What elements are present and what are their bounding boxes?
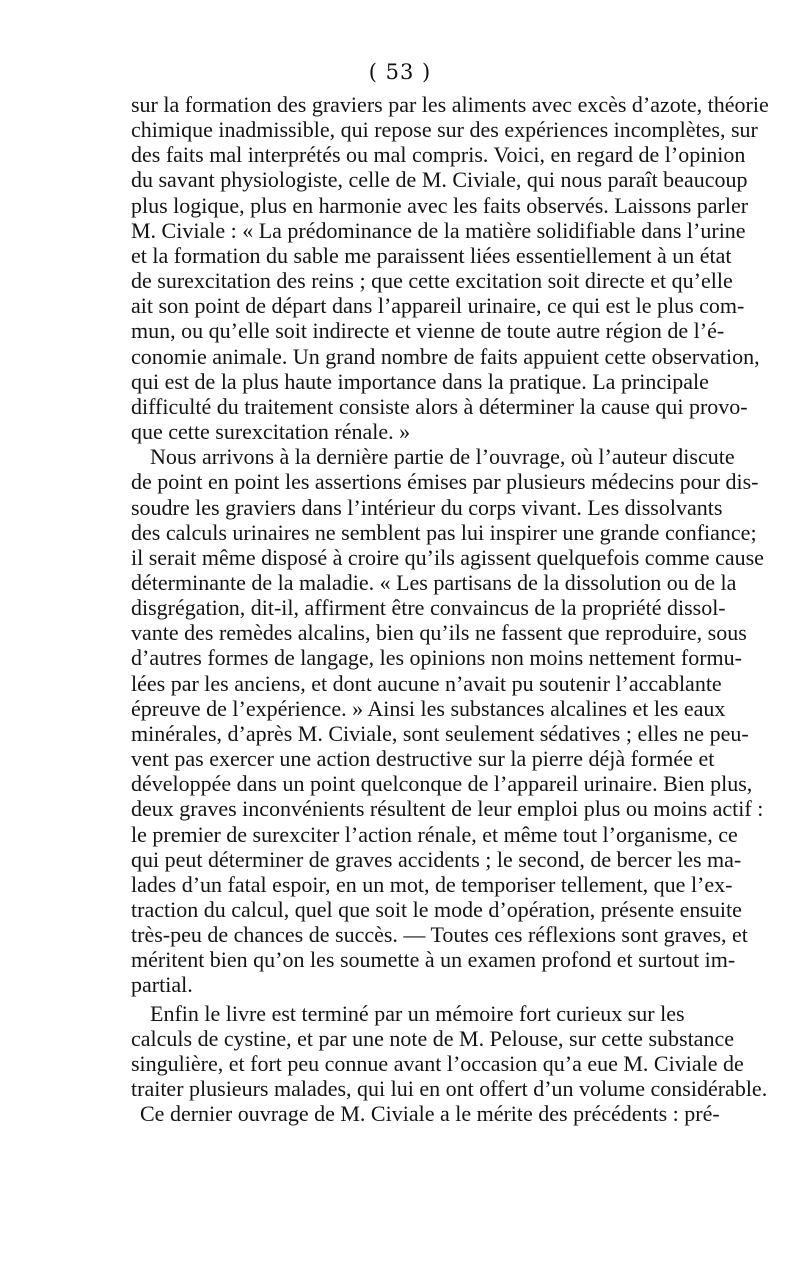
text-line: M. Civiale : « La prédominance de la matière solidifiable dans l’urine: [131, 217, 746, 243]
text-line: traiter plusieurs malades, qui lui en ont offert d’un volume considérable.: [131, 1076, 768, 1102]
text-line: épreuve de l’expérience. » Ainsi les substances alcalines et les eaux: [131, 695, 726, 721]
text-line: calculs de cystine, et par une note de M. Pelouse, sur cette substance: [131, 1025, 734, 1051]
text-line: sur la formation des graviers par les aliments avec excès d’azote, théorie: [131, 92, 769, 117]
text-line: que cette surexcitation rénale. »: [131, 419, 411, 445]
text-line: qui peut déterminer de graves accidents ; le second, de bercer les ma-: [131, 846, 742, 872]
text-line: des faits mal interprétés ou mal compris. Voici, en regard de l’opinion: [131, 142, 746, 168]
text-line: déterminante de la maladie. « Les partisans de la dissolution ou de la: [131, 569, 737, 595]
text-line: développée dans un point quelconque de l’appareil urinaire. Bien plus,: [131, 771, 753, 797]
text-line: traction du calcul, quel que soit le mode d’opération, présente ensuite: [131, 897, 742, 922]
text-line: ait son point de départ dans l’appareil urinaire, ce qui est le plus com-: [131, 293, 745, 319]
text-line: deux graves inconvénients résultent de leur emploi plus ou moins actif :: [131, 796, 764, 822]
text-line: vante des remèdes alcalins, bien qu’ils ne fassent que reproduire, sous: [131, 620, 747, 646]
text-line: très-peu de chances de succès. — Toutes ces réflexions sont graves, et: [131, 922, 748, 948]
page-number: ( 53 ): [368, 60, 432, 84]
text-line: le premier de surexciter l’action rénale, et même tout l’organisme, ce: [131, 821, 738, 847]
text-line: lées par les anciens, et dont aucune n’avait pu soutenir l’accablante: [131, 670, 722, 696]
text-line: et la formation du sable me paraissent liées essentiellement à un état: [131, 242, 732, 268]
text-line: d’autres formes de langage, les opinions non moins nettement formu-: [131, 645, 742, 671]
text-line: de point en point les assertions émises par plusieurs médecins pour dis-: [131, 469, 759, 495]
text-line: mun, ou qu’elle soit indirecte et vienne de toute autre région de l’é-: [131, 318, 725, 344]
text-line: chimique inadmissible, qui repose sur des expériences incomplètes, sur: [131, 117, 758, 143]
text-line: Ce dernier ouvrage de M. Civiale a le mérite des précédents : pré-: [140, 1101, 720, 1127]
text-line: difficulté du traitement consiste alors à déterminer la cause qui provo-: [131, 393, 748, 419]
text-line: Nous arrivons à la dernière partie de l’ouvrage, où l’auteur discute: [150, 444, 735, 470]
text-line: qui est de la plus haute importance dans la pratique. La principale: [131, 368, 709, 394]
text-line: singulière, et fort peu connue avant l’occasion qu’a eue M. Civiale de: [131, 1050, 744, 1076]
text-line: partial.: [131, 972, 193, 998]
paragraph: [131, 444, 764, 998]
text-line: de surexcitation des reins ; que cette excitation soit directe et qu’elle: [131, 268, 733, 294]
text-line: des calculs urinaires ne semblent pas lui inspirer une grande confiance;: [131, 519, 757, 545]
paragraph: [131, 92, 769, 445]
text-line: méritent bien qu’on les soumette à un examen profond et surtout im-: [131, 947, 736, 973]
text-line: conomie animale. Un grand nombre de faits appuient cette observation,: [131, 343, 760, 369]
text-line: il serait même disposé à croire qu’ils agissent quelquefois comme cause: [131, 544, 764, 570]
text-line: soudre les graviers dans l’intérieur du corps vivant. Les dissolvants: [131, 494, 723, 520]
body-text: [131, 92, 769, 1127]
text-line: Enfin le livre est terminé par un mémoire fort curieux sur les: [150, 1000, 685, 1026]
text-line: disgrégation, dit-il, affirment être convaincus de la propriété dissol-: [131, 595, 726, 621]
text-line: lades d’un fatal espoir, en un mot, de temporiser tellement, que l’ex-: [131, 871, 733, 897]
paragraph: [131, 1101, 720, 1127]
text-line: plus logique, plus en harmonie avec les faits observés. Laissons parler: [131, 192, 749, 218]
text-line: vent pas exercer une action destructive sur la pierre déjà formée et: [131, 746, 715, 772]
text-line: du savant physiologiste, celle de M. Civiale, qui nous paraît beaucoup: [131, 167, 748, 193]
paragraph: [131, 1000, 768, 1102]
text-line: minérales, d’après M. Civiale, sont seulement sédatives ; elles ne peu-: [131, 720, 749, 746]
